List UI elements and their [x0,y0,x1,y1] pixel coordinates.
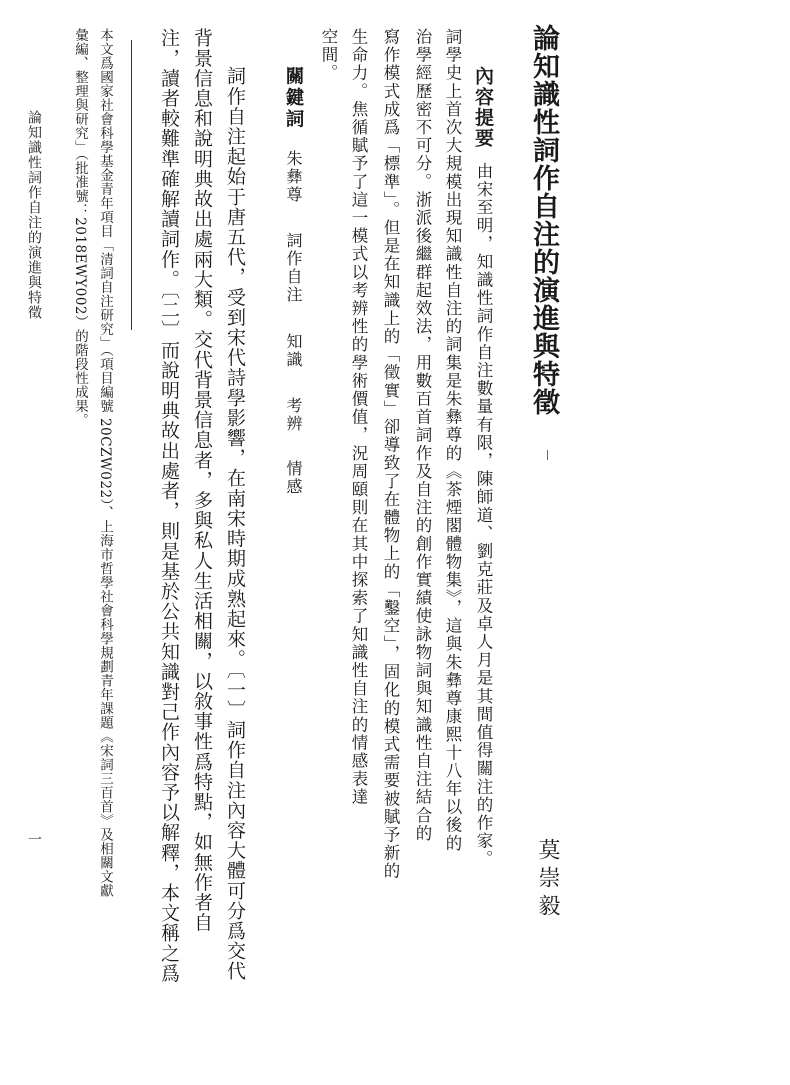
footnote-line-2: 彙編、整理與研究」（批准號：2018EWY002）的階段性成果。 [72,28,88,428]
abstract-line-2: 詞學史上首次大規模出現知識性自注的詞集是朱彝尊的《茶煙閣體物集》，這與朱彝尊康熙十八年以後的 [443,28,462,853]
keyword-3: 知識 [284,333,303,369]
keyword-4: 考辨 [284,397,303,433]
keywords-label: 關鍵詞 [283,66,304,131]
title-dash [547,450,548,460]
body-line-2: 背景信息和說明典故出處兩大類。交代背景信息者，多與私人生活相關，以敘事性爲特點，如無作者自 [191,28,213,933]
article-title: 論知識性詞作自注的演進與特徵 [528,24,559,416]
abstract-line-4: 寫作模式成爲「標準」。但是在知識上的「徵實」卻導致了在體物上的「鑿空」，固化的模式需要被賦予新的 [381,28,400,881]
abstract-line-6: 空間。 [319,28,338,83]
abstract-line-1 [470,66,497,868]
keyword-1: 朱彝尊 [284,150,303,204]
body-line-1: 詞作自注起始于唐五代，受到宋代詩學影響，在南宋時期成熟起來。〔一〕詞作自注內容大體可分爲交代 [224,66,246,982]
keyword-2: 詞作自注 [284,232,303,304]
abstract-line-5: 生命力。焦循賦予了這一模式以考辨性的學術價值，況周頤則在其中探索了知識性自注的情感表達 [349,28,368,807]
running-header: 論知識性詞作自注的演進與特徵 [26,110,42,320]
footnote-rule [131,40,132,330]
body-line-3: 注，讀者較難準確解讀詞作。〔二〕而說明典故出處者，則是基於公共知識對己作內容予以解釋，本文稱之爲 [158,28,180,984]
footnote-line-1: 本文爲國家社會科學基金青年項目「清詞自注研究」（項目編號 20CZW022）、上海市哲學社會科學規劃青年課題《宋詞三百首》及相關文獻 [97,28,113,898]
keyword-5: 情感 [284,460,303,496]
abstract-line-3: 治學經歷密不可分。浙派後繼群起效法，用數百首詞作及自注的創作實績使詠物詞與知識性自注結合的 [413,28,432,843]
abstract-text: 由宋至明，知識性詞作自注數量有限，陳師道、劉克莊及卓人月是其間值得關注的作家。 [474,162,493,869]
author-name: 莫崇毅 [535,838,560,922]
abstract-label: 內容提要 [472,66,494,149]
page-number: 一 [26,832,42,846]
